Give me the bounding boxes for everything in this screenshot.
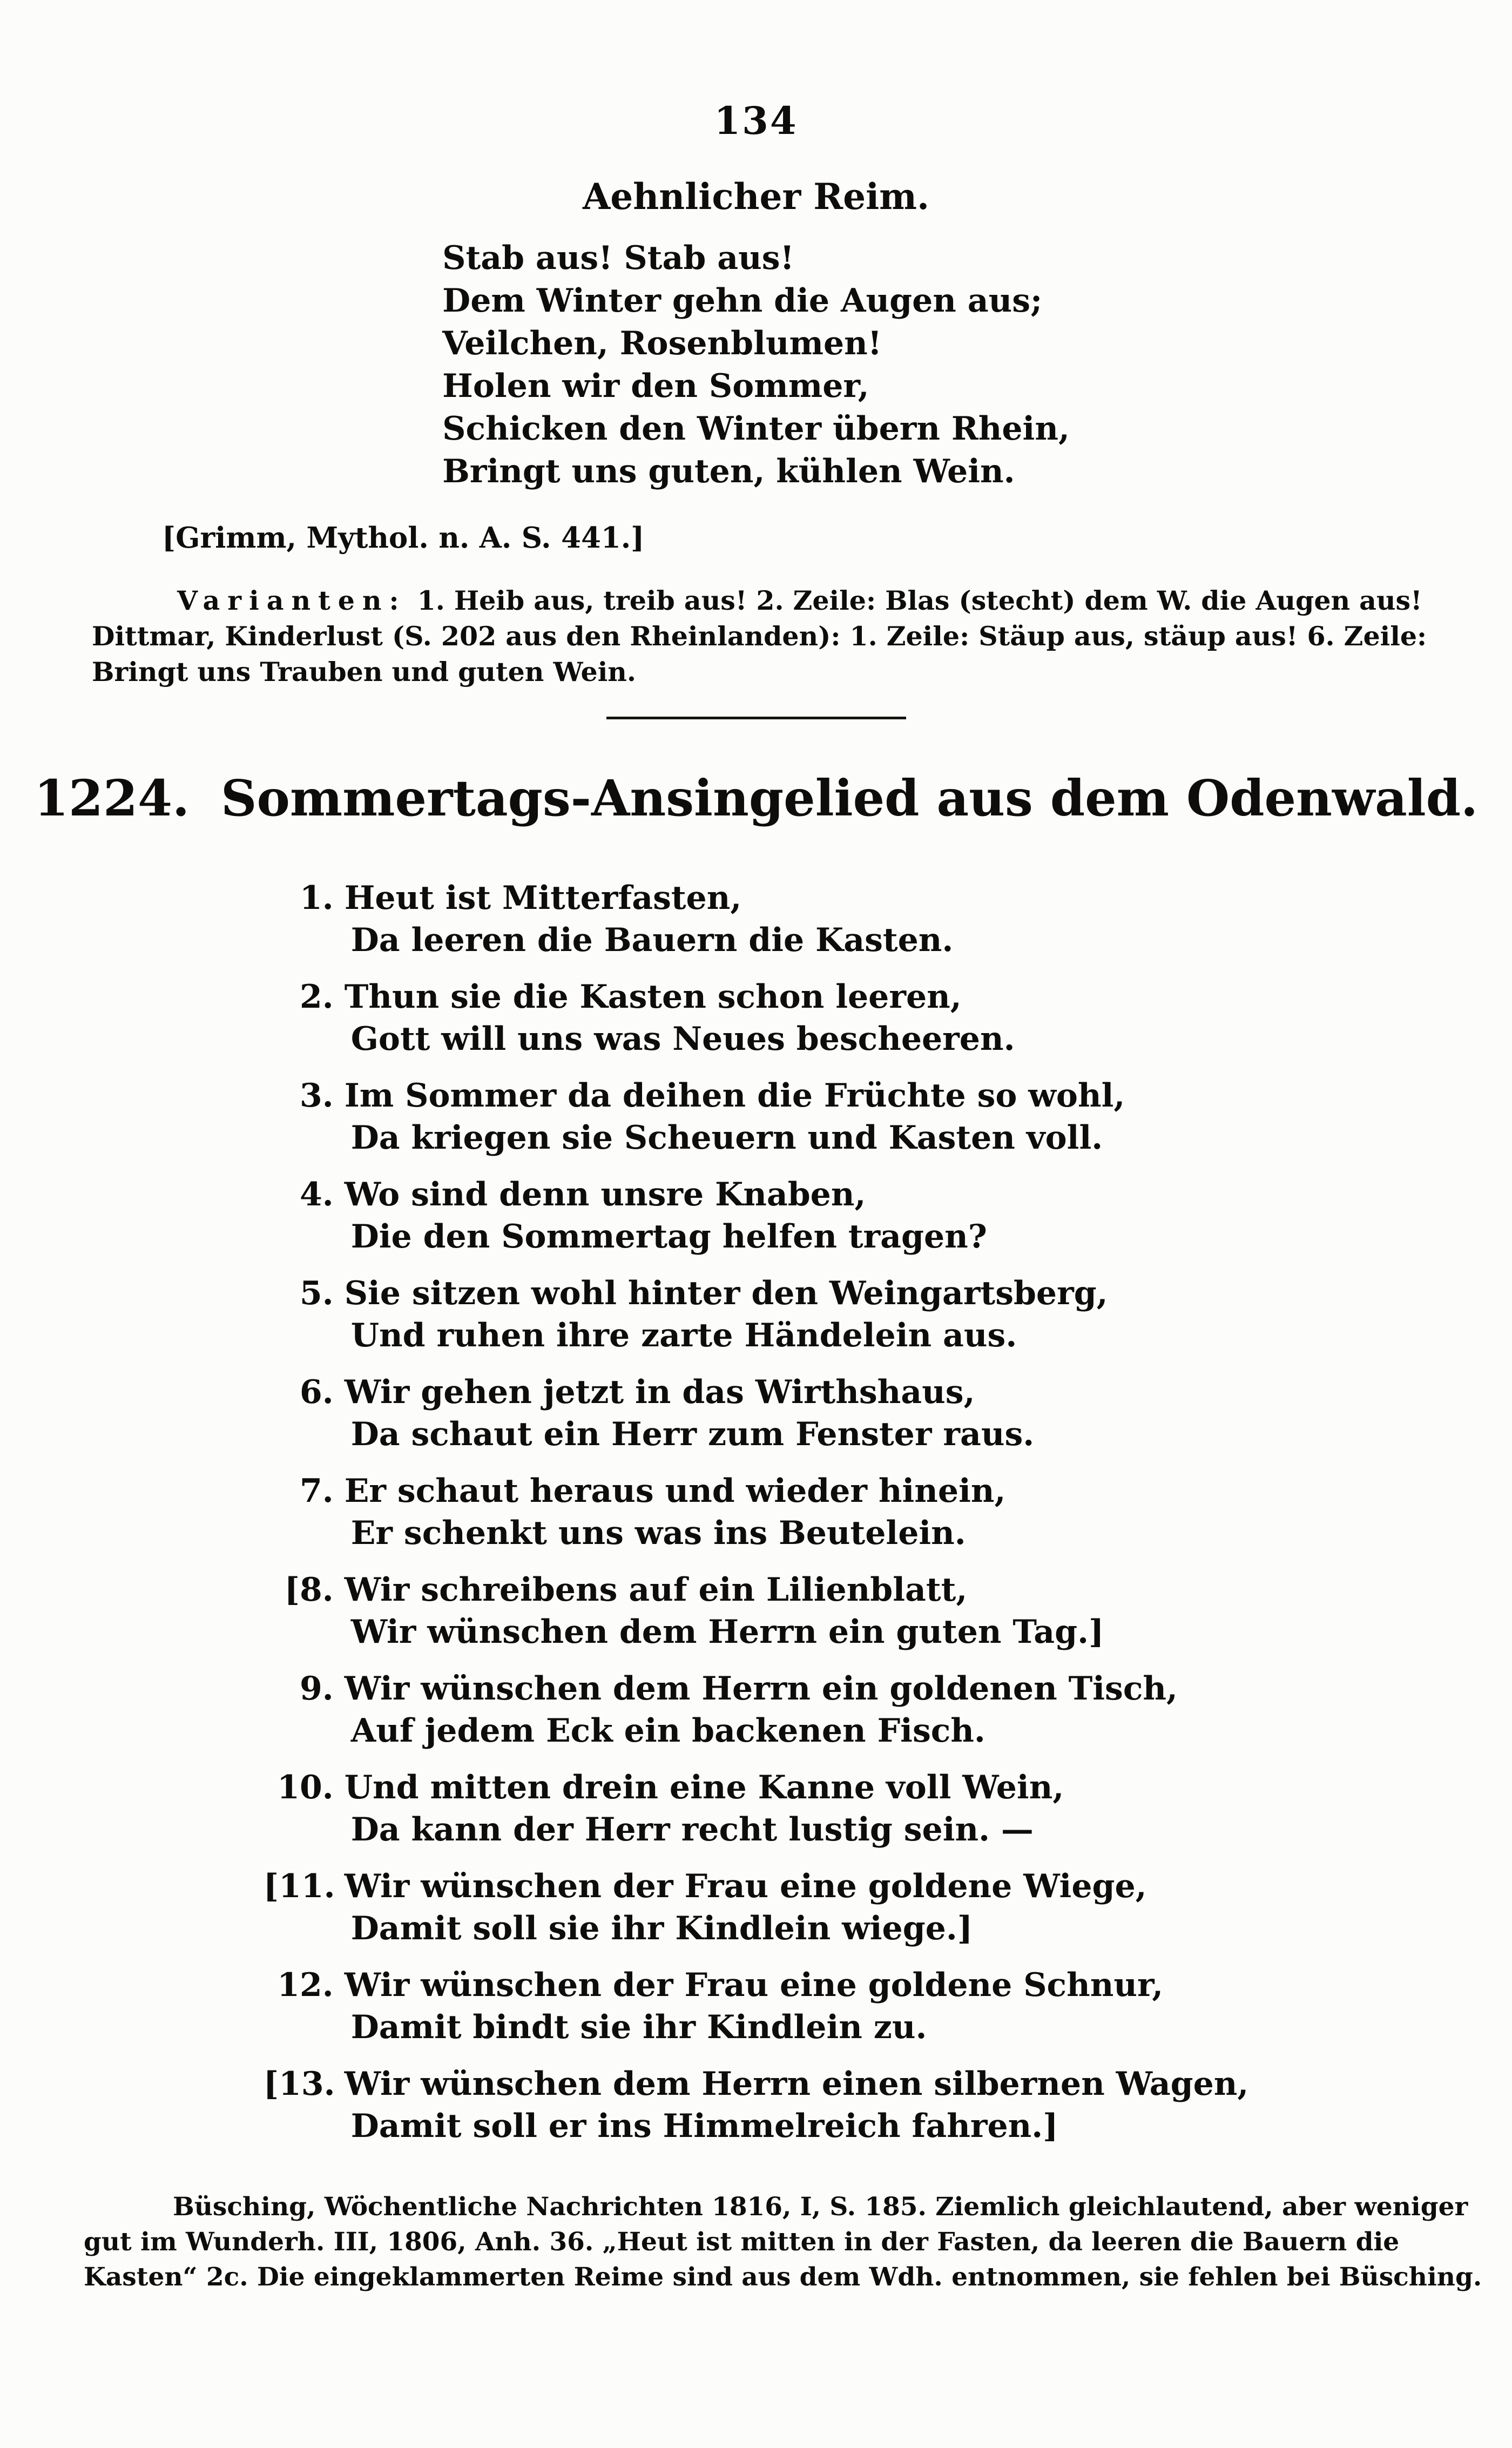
verse-line: Da kriegen sie Scheuern und Kasten voll. (350, 1119, 1103, 1157)
verse-line: Da schaut ein Herr zum Fenster raus. (350, 1415, 1035, 1453)
song-heading (0, 769, 1512, 827)
verse (264, 1668, 1249, 1752)
rhyme-line: Schicken den Winter übern Rhein, (442, 410, 1070, 448)
section-divider (606, 717, 906, 719)
verse-line: Damit soll er ins Himmelreich fahren.] (350, 2107, 1058, 2145)
song-verses (264, 877, 1249, 2147)
verse (264, 877, 1249, 961)
verse (264, 1865, 1249, 1950)
rhyme-line: Dem Winter gehn die Augen aus; (442, 282, 1043, 320)
verse (264, 1272, 1249, 1357)
verse-line: Damit soll sie ihr Kindlein wiege.] (350, 1910, 973, 1947)
footnote (84, 2189, 1482, 2295)
verse-number: 12. (277, 1966, 334, 2004)
verse-number: 1. (300, 879, 334, 917)
verse-line (264, 1272, 1249, 1314)
verse (264, 1569, 1249, 1653)
verse-line: Gott will uns was Neues bescheeren. (350, 1020, 1015, 1058)
verse-line: Und ruhen ihre zarte Händelein aus. (350, 1317, 1017, 1354)
verse-number: 4. (300, 1176, 334, 1213)
verse-number: [11. (263, 1867, 335, 1905)
rhyme-line: Stab aus! Stab aus! (442, 239, 794, 277)
verse-line (264, 1470, 1249, 1512)
verse (264, 1766, 1249, 1851)
song-title: Sommertags-Ansingelied aus dem Odenwald. (221, 769, 1479, 827)
footnote-line: Büsching, Wöchentliche Nachrichten 1816, I, S. 185. Ziemlich gleichlautend, aber weniger (173, 2192, 1468, 2222)
verse-number: 2. (300, 978, 334, 1016)
verse-text: Wir wünschen dem Herrn einen silbernen Wagen, (344, 2065, 1249, 2103)
footnote-line: Kasten“ 2c. Die eingeklammerten Reime sind aus dem Wdh. entnommen, sie fehlen bei Büsching. (84, 2262, 1482, 2292)
verse-number: 6. (300, 1373, 334, 1411)
variants-line (92, 583, 1426, 618)
verse (264, 1075, 1249, 1159)
rhyme-line: Bringt uns guten, kühlen Wein. (442, 453, 1015, 490)
verse-line: Damit bindt sie ihr Kindlein zu. (350, 2008, 927, 2046)
verse-line (264, 1174, 1249, 1216)
song-number: 1224. (33, 769, 190, 827)
verse-text: Thun sie die Kasten schon leeren, (344, 978, 962, 1016)
verse-line: Wir wünschen dem Herrn ein guten Tag.] (350, 1613, 1104, 1651)
verse-number: 3. (300, 1077, 334, 1115)
variants-line: Bringt uns Trauben und guten Wein. (92, 656, 636, 687)
verse-text: Wir wünschen der Frau eine goldene Schnur, (344, 1966, 1164, 2004)
verse (264, 2063, 1249, 2147)
verse-line (264, 877, 1249, 919)
verse-line: Die den Sommertag helfen tragen? (350, 1218, 987, 1256)
variants-label: Varianten: (177, 585, 407, 616)
verse-number: 10. (277, 1769, 334, 1806)
verse-line (264, 1668, 1249, 1710)
page-number: 134 (714, 98, 798, 143)
verse (264, 1964, 1249, 2048)
rhyme-poem (442, 237, 1070, 493)
verse-number: 9. (300, 1670, 334, 1708)
verse-line (264, 1569, 1249, 1611)
verse (264, 1174, 1249, 1258)
source-attribution: [Grimm, Mythol. n. A. S. 441.] (162, 521, 645, 555)
verse-text: Wir gehen jetzt in das Wirthshaus, (344, 1373, 975, 1411)
verse-number: [13. (263, 2065, 335, 2103)
verse-number: 5. (300, 1274, 334, 1312)
verse-number: [8. (284, 1571, 334, 1609)
verse (264, 1371, 1249, 1455)
verse-line (264, 1075, 1249, 1117)
rhyme-title: Aehnlicher Reim. (583, 176, 929, 218)
rhyme-line: Holen wir den Sommer, (442, 367, 869, 405)
verse-line: Er schenkt uns was ins Beutelein. (350, 1514, 966, 1552)
verse-line: Da leeren die Bauern die Kasten. (350, 921, 954, 959)
verse-text: Wir wünschen der Frau eine goldene Wiege, (344, 1867, 1147, 1905)
verse-text: Er schaut heraus und wieder hinein, (344, 1472, 1006, 1510)
variants-note (92, 583, 1426, 690)
verse-text: Wir wünschen dem Herrn ein goldenen Tisch, (344, 1670, 1178, 1708)
verse-text: Sie sitzen wohl hinter den Weingartsberg, (344, 1274, 1108, 1312)
footnote-line: gut im Wunderh. III, 1806, Anh. 36. „Heut ist mitten in der Fasten, da leeren die Bauern die (84, 2227, 1400, 2257)
verse-line: Da kann der Herr recht lustig sein. — (350, 1811, 1034, 1849)
variants-line: Dittmar, Kinderlust (S. 202 aus den Rheinlanden): 1. Zeile: Stäup aus, stäup aus! 6. Zeile: (92, 621, 1427, 652)
verse-text: Wir schreibens auf ein Lilienblatt, (344, 1571, 968, 1609)
verse-text: Wo sind denn unsre Knaben, (344, 1176, 866, 1213)
verse-text: Im Sommer da deihen die Früchte so wohl, (344, 1077, 1125, 1115)
verse-line (264, 1865, 1249, 1907)
verse-text: Und mitten drein eine Kanne voll Wein, (344, 1769, 1064, 1806)
verse-line: Auf jedem Eck ein backenen Fisch. (350, 1712, 986, 1750)
verse-line (264, 1766, 1249, 1809)
verse-line (264, 1371, 1249, 1413)
verse-number: 7. (300, 1472, 334, 1510)
verse-line (264, 2063, 1249, 2105)
verse-line (264, 976, 1249, 1018)
rhyme-line: Veilchen, Rosenblumen! (442, 325, 882, 362)
variants-text: 1. Heib aus, treib aus! 2. Zeile: Blas (stecht) dem W. die Augen aus! (417, 585, 1422, 616)
verse-text: Heut ist Mitterfasten, (344, 879, 742, 917)
verse-line (264, 1964, 1249, 2006)
verse (264, 976, 1249, 1060)
verse (264, 1470, 1249, 1554)
